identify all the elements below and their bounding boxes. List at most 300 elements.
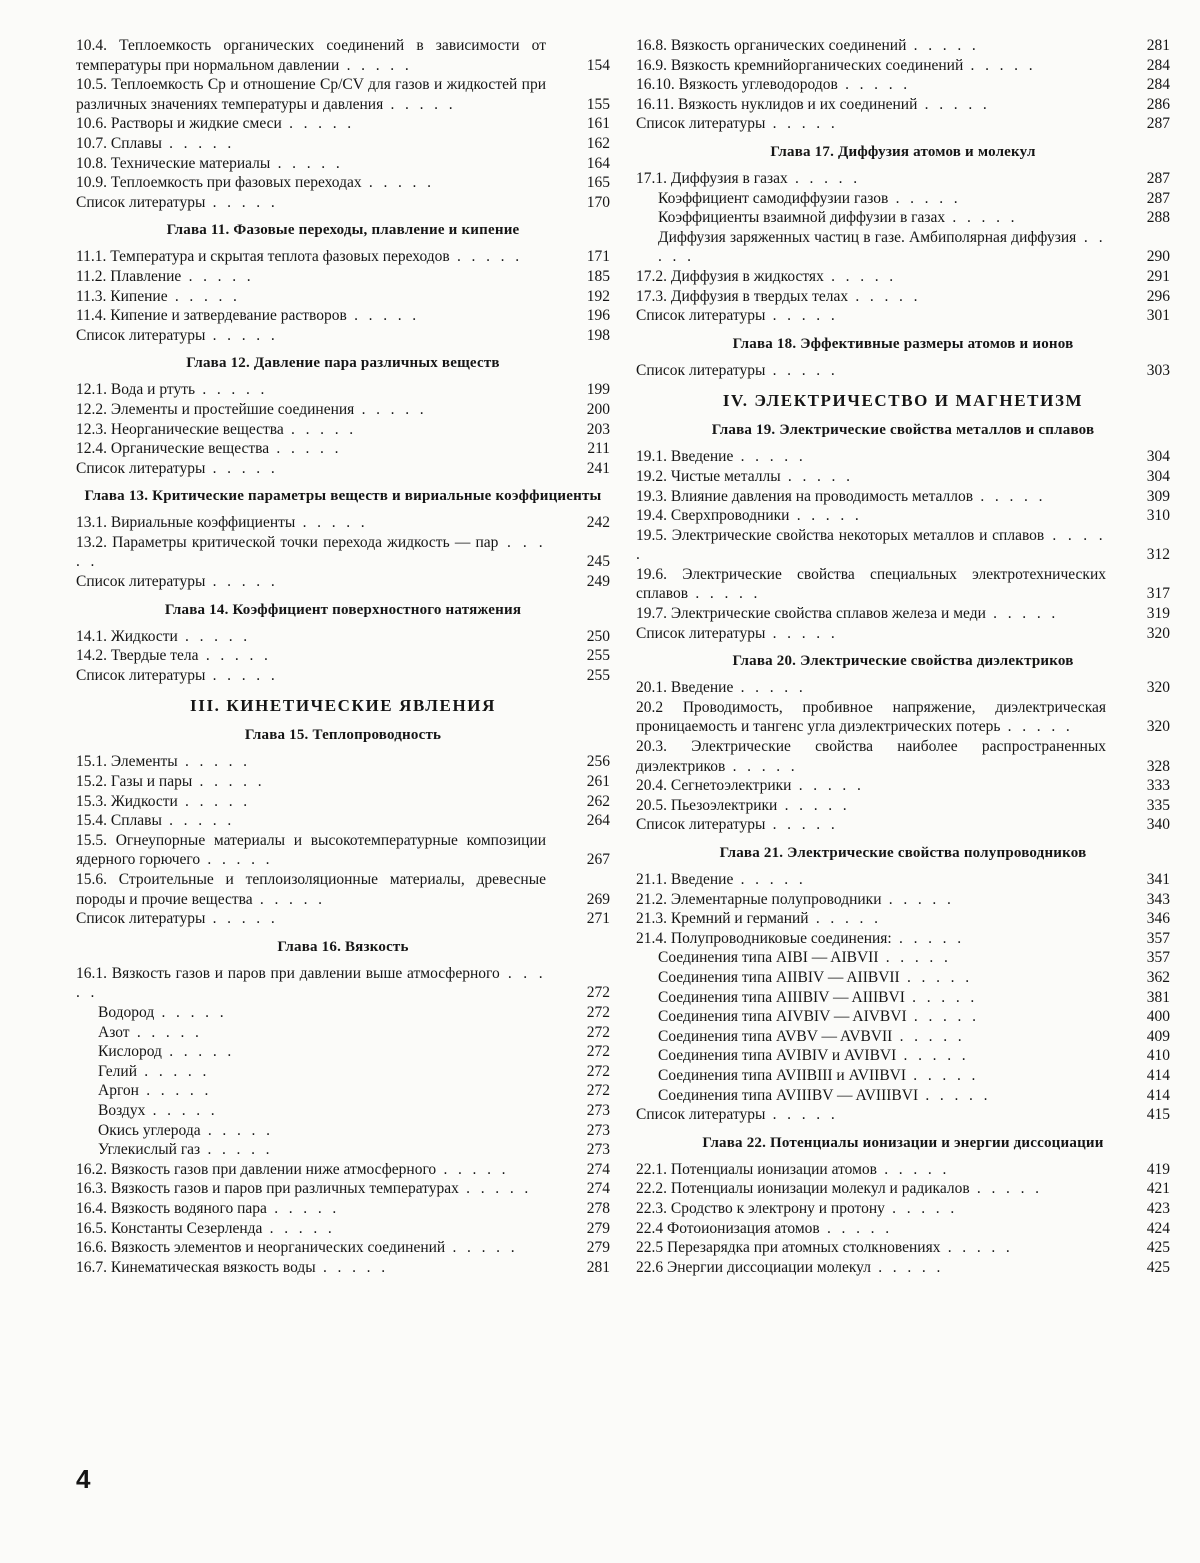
chapter-heading: Глава 19. Электрические свойства металлов и сплавов: [711, 422, 1095, 439]
entry-title: 19.6. Электрические свойства специальных электротехнических сплавов . . . . .: [636, 565, 1106, 603]
dot-leader: . . . . .: [458, 1180, 532, 1198]
page-ref: 290: [1146, 248, 1170, 266]
page-ref: 273: [586, 1121, 610, 1139]
entry-title: 19.7. Электрические свойства сплавов железа и меди . . . . .: [636, 605, 1059, 623]
dot-leader: . . . . .: [848, 287, 921, 305]
page-ref: 279: [586, 1219, 610, 1237]
page-ref: 164: [586, 154, 610, 172]
dot-leader: . . . . .: [837, 76, 911, 94]
page-ref: 410: [1146, 1047, 1170, 1065]
dot-leader: . . . . .: [167, 287, 241, 305]
entry-title: 15.6. Строительные и теплоизоляционные материалы, древесные породы и прочие вещества . . . . .: [76, 871, 546, 908]
entry-title: 10.4. Теплоемкость органических соединений в зависимости от температуры при нормальном давлении . . . . .: [76, 37, 546, 74]
toc-entry: [636, 565, 1170, 604]
entry-title: 15.5. Огнеупорные материалы и высокотемпературные композиции ядерного горючего . . . . .: [76, 831, 546, 869]
page-ref: 346: [1146, 910, 1170, 928]
toc-entry: [636, 75, 1170, 95]
page-ref: 165: [586, 174, 610, 192]
dot-leader: . . . . .: [888, 189, 962, 207]
page-ref: 261: [586, 773, 610, 791]
dot-leader: . . . . .: [283, 420, 357, 438]
toc-entry: [76, 870, 610, 909]
toc-subentry: [76, 1003, 610, 1023]
dot-leader: . . . . .: [777, 796, 851, 814]
entry-title: 16.11. Вязкость нуклидов и их соединений . . . . .: [636, 95, 991, 113]
dot-leader: . . . . .: [76, 533, 546, 571]
entry-title: 17.1. Диффузия в газах . . . . .: [636, 169, 861, 187]
entry-title: 19.5. Электрические свойства некоторых металлов и сплавов . . . . .: [636, 526, 1106, 564]
dot-leader: . . . . .: [195, 381, 268, 399]
page-ref: 304: [1146, 467, 1170, 485]
page-ref: 154: [586, 56, 610, 74]
chapter-heading: Глава 12. Давление пара различных веществ: [186, 355, 500, 372]
entry-title: Список литературы . . . . .: [76, 666, 279, 684]
entry-title: 16.1. Вязкость газов и паров при давлении выше атмосферного . . . . .: [76, 964, 546, 1002]
toc-entry: [76, 306, 610, 326]
entry-title: Углекислый газ . . . . .: [98, 1141, 273, 1159]
page-ref: 288: [1146, 209, 1170, 227]
page-ref: 255: [586, 647, 610, 665]
toc-subentry: [636, 1046, 1170, 1066]
entry-title: 21.2. Элементарные полупроводники . . . . .: [636, 890, 955, 908]
toc-entry: [636, 815, 1170, 835]
entry-title: Окись углерода . . . . .: [98, 1121, 274, 1139]
entry-title: 16.6. Вязкость элементов и неорганических соединений . . . . .: [76, 1239, 518, 1257]
dot-leader: . . . . .: [295, 514, 369, 532]
dot-leader: . . . . .: [161, 812, 235, 830]
page-ref: 241: [586, 459, 610, 477]
toc-subentry: [76, 1023, 610, 1043]
dot-leader: . . . . .: [281, 115, 355, 133]
toc-entry: [636, 1105, 1170, 1125]
page-ref: 272: [586, 984, 610, 1002]
entry-title: 22.5 Перезарядка при атомных столкновениях . . . . .: [636, 1239, 1014, 1257]
page-ref: 267: [586, 851, 610, 869]
toc-entry: [76, 380, 610, 400]
entry-title: 11.1. Температура и скрытая теплота фазовых переходов . . . . .: [76, 248, 523, 266]
dot-leader: . . . . .: [76, 964, 546, 1002]
dot-leader: . . . . .: [808, 910, 882, 928]
dot-leader: . . . . .: [733, 448, 807, 466]
entry-title: Соединения типа AVBV — AVBVII . . . . .: [658, 1027, 966, 1045]
entry-title: 14.1. Жидкости . . . . .: [76, 627, 251, 645]
page-ref: 286: [1146, 95, 1170, 113]
chapter-heading: Глава 14. Коэффициент поверхностного натяжения: [164, 601, 522, 618]
dot-leader: . . . . .: [449, 248, 523, 266]
page-ref: 304: [1146, 448, 1170, 466]
dot-leader: . . . . .: [177, 627, 251, 645]
toc-subentry: [76, 1081, 610, 1101]
entry-title: Соединения типа AIBI — AIBVII . . . . .: [658, 949, 952, 967]
entry-title: Соединения типа AVIIIBV — AVIIIBVI . . . . .: [658, 1086, 991, 1104]
page-ref: 271: [586, 910, 610, 928]
entry-title: Азот . . . . .: [98, 1023, 203, 1041]
toc-entry: [76, 1199, 610, 1219]
toc-entry: [76, 646, 610, 666]
entry-title: 13.2. Параметры критической точки перехода жидкость — пар . . . . .: [76, 533, 546, 571]
page-ref: 262: [586, 792, 610, 810]
toc-entry: [636, 361, 1170, 381]
entry-title: 10.8. Технические материалы . . . . .: [76, 154, 344, 172]
toc-entry: [636, 1179, 1170, 1199]
toc-entry: [76, 36, 610, 75]
chapter-heading: Глава 16. Вязкость: [277, 938, 409, 955]
entry-title: 22.3. Сродство к электрону и протону . . . . .: [636, 1199, 958, 1217]
entry-title: 22.1. Потенциалы ионизации атомов . . . . .: [636, 1160, 950, 1178]
page-ref: 343: [1146, 890, 1170, 908]
toc-entry: [76, 772, 610, 792]
dot-leader: . . . . .: [200, 1141, 273, 1159]
toc-entry: [76, 75, 610, 114]
entry-title: 16.3. Вязкость газов и паров при различных температурах . . . . .: [76, 1180, 532, 1198]
page-ref: 255: [586, 666, 610, 684]
page-ref: 312: [1146, 546, 1170, 564]
page-ref: 310: [1146, 507, 1170, 525]
toc-entry: [76, 513, 610, 533]
toc-subentry: [636, 208, 1170, 228]
dot-leader: . . . . .: [205, 910, 279, 928]
page-ref: 274: [586, 1180, 610, 1198]
toc-subentry: [76, 1140, 610, 1160]
entry-title: Соединения типа AVIBIV и AVIBVI . . . . .: [658, 1047, 970, 1065]
toc-subentry: [76, 1042, 610, 1062]
entry-title: Воздух . . . . .: [98, 1101, 219, 1119]
entry-title: 15.3. Жидкости . . . . .: [76, 792, 251, 810]
toc-entry: [76, 1179, 610, 1199]
entry-title: 16.10. Вязкость углеводородов . . . . .: [636, 76, 911, 94]
page-ref: 341: [1146, 871, 1170, 888]
toc-entry: [76, 627, 610, 647]
toc-entry: [636, 36, 1170, 56]
toc-entry: [76, 420, 610, 440]
dot-leader: . . . . .: [161, 134, 235, 152]
entry-title: 12.2. Элементы и простейшие соединения . . . . .: [76, 400, 428, 418]
entry-title: Список литературы . . . . .: [636, 624, 839, 642]
dot-leader: . . . . .: [765, 816, 839, 834]
toc-entry: [636, 1160, 1170, 1180]
page-ref: 185: [586, 267, 610, 285]
entry-title: Список литературы . . . . .: [636, 115, 839, 133]
dot-leader: . . . . .: [315, 1258, 389, 1276]
page-ref: 301: [1146, 307, 1170, 325]
dot-leader: . . . . .: [177, 753, 251, 771]
dot-leader: . . . . .: [205, 573, 279, 591]
entry-title: 11.4. Кипение и затвердевание растворов . . . . .: [76, 307, 420, 325]
entry-title: 14.2. Твердые тела . . . . .: [76, 647, 272, 665]
toc-entry: [76, 247, 610, 267]
toc-entry: [636, 95, 1170, 115]
toc-entry: [76, 267, 610, 287]
toc-entry: [76, 1258, 610, 1278]
dot-leader: . . . . .: [200, 1121, 274, 1139]
chapter-heading: Глава 18. Эффективные размеры атомов и ионов: [732, 335, 1074, 352]
toc-subentry: [76, 1101, 610, 1121]
toc-entry: [636, 1219, 1170, 1239]
entry-title: Аргон . . . . .: [98, 1082, 212, 1100]
dot-leader: . . . . .: [969, 1180, 1043, 1198]
entry-title: 19.4. Сверхпроводники . . . . .: [636, 507, 863, 525]
dot-leader: . . . . .: [361, 174, 435, 192]
dot-leader: . . . . .: [339, 56, 413, 74]
toc-entry: [76, 193, 610, 213]
part-heading: IV. ЭЛЕКТРИЧЕСТВО И МАГНЕТИЗМ: [722, 391, 1084, 411]
toc-entry: [76, 666, 610, 686]
page-ref: 287: [1146, 189, 1170, 207]
entry-title: Список литературы . . . . .: [636, 1106, 839, 1124]
dot-leader: . . . . .: [270, 154, 344, 172]
entry-title: 17.3. Диффузия в твердых телах . . . . .: [636, 287, 921, 305]
entry-title: 20.1. Введение . . . . .: [636, 679, 807, 697]
entry-title: 22.2. Потенциалы ионизации молекул и радикалов . . . . .: [636, 1180, 1043, 1198]
entry-title: Список литературы . . . . .: [636, 361, 839, 379]
dot-leader: . . . . .: [205, 666, 279, 684]
toc-entry: [636, 306, 1170, 326]
dot-leader: . . . . .: [346, 307, 420, 325]
toc-subentry: [636, 228, 1170, 267]
page-ref: 198: [586, 326, 610, 344]
entry-title: 16.9. Вязкость кремнийорганических соединений . . . . .: [636, 56, 1036, 74]
dot-leader: . . . . .: [791, 777, 865, 795]
dot-leader: . . . . .: [145, 1101, 219, 1119]
entry-title: 16.8. Вязкость органических соединений . . . . .: [636, 37, 980, 54]
page-ref: 287: [1146, 115, 1170, 133]
dot-leader: . . . . .: [658, 228, 1106, 266]
dot-leader: . . . . .: [892, 1027, 966, 1045]
entry-title: 22.4 Фотоионизация атомов . . . . .: [636, 1219, 893, 1237]
page-ref: 362: [1146, 968, 1170, 986]
page-ref: 273: [586, 1101, 610, 1119]
toc-subentry: [636, 1027, 1170, 1047]
page-ref: 357: [1146, 949, 1170, 967]
dot-leader: . . . . .: [765, 115, 839, 133]
page-ref: 281: [1146, 37, 1170, 54]
toc-subentry: [636, 1007, 1170, 1027]
toc-entry: [636, 796, 1170, 816]
dot-leader: . . . . .: [985, 605, 1059, 623]
page-ref: 171: [586, 248, 610, 266]
dot-leader: . . . . .: [870, 1258, 944, 1276]
entry-title: Кислород . . . . .: [98, 1043, 235, 1061]
entry-title: Список литературы . . . . .: [636, 307, 839, 325]
dot-leader: . . . . .: [154, 1003, 227, 1021]
page-ref: 303: [1146, 361, 1170, 379]
entry-title: Список литературы . . . . .: [76, 910, 279, 928]
page-ref: 414: [1146, 1086, 1170, 1104]
entry-title: 11.2. Плавление . . . . .: [76, 267, 255, 285]
chapter-heading: Глава 11. Фазовые переходы, плавление и кипение: [166, 222, 520, 239]
toc-entry: [76, 287, 610, 307]
page-ref: 287: [1146, 169, 1170, 187]
dot-leader: . . . . .: [878, 949, 952, 967]
dot-leader: . . . . .: [891, 929, 965, 947]
toc-entry: [76, 1160, 610, 1180]
toc-entry: [76, 459, 610, 479]
toc-entry: [636, 56, 1170, 76]
toc-entry: [636, 737, 1170, 776]
toc-entry: [76, 533, 610, 572]
chapter-heading: Глава 17. Диффузия атомов и молекул: [770, 143, 1036, 160]
entry-title: Коэффициент самодиффузии газов . . . . .: [658, 189, 962, 207]
toc-entry: [76, 326, 610, 346]
page-number: 4: [76, 1464, 91, 1494]
toc-entry: [76, 114, 610, 134]
dot-leader: . . . . .: [906, 37, 980, 54]
page-ref: 200: [586, 400, 610, 418]
entry-title: 21.1. Введение . . . . .: [636, 871, 807, 888]
page-ref: 409: [1146, 1027, 1170, 1045]
page-ref: 309: [1146, 487, 1170, 505]
dot-leader: . . . . .: [205, 459, 279, 477]
page-ref: 269: [586, 890, 610, 908]
dot-leader: . . . . .: [269, 440, 342, 458]
dot-leader: . . . . .: [138, 1082, 212, 1100]
page-ref: 425: [1146, 1239, 1170, 1257]
dot-leader: . . . . .: [354, 400, 428, 418]
page-ref: 162: [586, 134, 610, 152]
dot-leader: . . . . .: [266, 1199, 340, 1217]
dot-leader: . . . . .: [906, 1066, 979, 1084]
page-ref: 199: [586, 381, 610, 399]
page-ref: 279: [586, 1239, 610, 1257]
dot-leader: . . . . .: [973, 487, 1046, 505]
entry-title: 12.3. Неорганические вещества . . . . .: [76, 420, 357, 438]
dot-leader: . . . . .: [899, 968, 973, 986]
page-ref: 381: [1146, 988, 1170, 1006]
page-ref: 320: [1146, 679, 1170, 697]
page-ref: 284: [1146, 76, 1170, 94]
toc-entry: [636, 526, 1170, 565]
toc-right-column: [636, 36, 1170, 1277]
toc-entry: [76, 964, 610, 1003]
dot-leader: . . . . .: [906, 1008, 980, 1026]
page-ref: 272: [586, 1023, 610, 1041]
entry-title: 20.5. Пьезоэлектрики . . . . .: [636, 796, 851, 814]
entry-title: 10.7. Сплавы . . . . .: [76, 134, 235, 152]
page-ref: 272: [586, 1062, 610, 1080]
chapter-heading: Глава 13. Критические параметры веществ и вириальные коэффициенты: [84, 488, 602, 505]
toc-entry: [76, 572, 610, 592]
toc-entry: [76, 811, 610, 831]
entry-title: 10.9. Теплоемкость при фазовых переходах . . . . .: [76, 174, 435, 192]
toc-entry: [636, 698, 1170, 737]
page-ref: 284: [1146, 56, 1170, 74]
page-ref: 423: [1146, 1199, 1170, 1217]
entry-title: 19.1. Введение . . . . .: [636, 448, 807, 466]
entry-title: 10.6. Растворы и жидкие смеси . . . . .: [76, 115, 355, 133]
chapter-heading: Глава 22. Потенциалы ионизации и энергии диссоциации: [702, 1134, 1104, 1151]
entry-title: 21.3. Кремний и германий . . . . .: [636, 910, 882, 928]
entry-title: Водород . . . . .: [98, 1003, 227, 1021]
entry-title: Соединения типа AIIBIV — AIIBVII . . . . .: [658, 968, 973, 986]
entry-title: 15.2. Газы и пары . . . . .: [76, 773, 265, 791]
dot-leader: . . . . .: [252, 890, 326, 908]
dot-leader: . . . . .: [884, 1199, 958, 1217]
page-ref: 272: [586, 1043, 610, 1061]
entry-title: 16.2. Вязкость газов при давлении ниже атмосферного . . . . .: [76, 1160, 509, 1178]
toc-entry: [636, 267, 1170, 287]
entry-title: 21.4. Полупроводниковые соединения: . . . . .: [636, 929, 965, 947]
toc-subentry: [76, 1121, 610, 1141]
entry-title: Гелий . . . . .: [98, 1062, 210, 1080]
page-ref: 211: [587, 440, 610, 458]
entry-title: Список литературы . . . . .: [76, 573, 279, 591]
toc-entry: [636, 287, 1170, 307]
entry-title: Коэффициенты взаимной диффузии в газах . . . . .: [658, 209, 1018, 227]
entry-title: 13.1. Вириальные коэффициенты . . . . .: [76, 514, 369, 532]
page-ref: 317: [1146, 585, 1170, 603]
page-ref: 196: [586, 307, 610, 325]
dot-leader: . . . . .: [137, 1062, 210, 1080]
toc-entry: [636, 487, 1170, 507]
entry-title: 16.5. Константы Сезерленда . . . . .: [76, 1219, 336, 1237]
entry-title: Список литературы . . . . .: [76, 326, 279, 344]
page-ref: 155: [586, 95, 610, 113]
page-ref: 320: [1146, 718, 1170, 736]
dot-leader: . . . . .: [205, 193, 279, 211]
page-ref: 320: [1146, 624, 1170, 642]
toc-subentry: [636, 948, 1170, 968]
page-ref: 192: [586, 287, 610, 305]
toc-entry: [636, 624, 1170, 644]
entry-title: 19.3. Влияние давления на проводимость металлов . . . . .: [636, 487, 1046, 505]
page-ref: 340: [1146, 816, 1170, 834]
page-ref: 203: [586, 420, 610, 438]
page-ref: 415: [1146, 1106, 1170, 1124]
dot-leader: . . . . .: [789, 507, 863, 525]
dot-leader: . . . . .: [688, 585, 761, 603]
page-ref: 296: [1146, 287, 1170, 305]
toc-subentry: [636, 968, 1170, 988]
dot-leader: . . . . .: [917, 95, 991, 113]
page-ref: 414: [1146, 1066, 1170, 1084]
entry-title: Соединения типа AIIIBIV — AIIIBVI . . . . .: [658, 988, 978, 1006]
toc-entry: [636, 506, 1170, 526]
page-ref: 357: [1146, 929, 1170, 947]
page-ref: 273: [586, 1141, 610, 1159]
dot-leader: . . . . .: [192, 773, 265, 791]
entry-title: 20.2 Проводимость, пробивное напряжение, диэлектрическая проницаемость и тангенс угла диэлектрических потерь . . . . .: [636, 698, 1106, 736]
page-ref: 421: [1146, 1180, 1170, 1198]
dot-leader: . . . . .: [918, 1086, 991, 1104]
page-ref: 335: [1146, 796, 1170, 814]
page-ref: 264: [586, 812, 610, 830]
page-ref: 170: [586, 193, 610, 211]
entry-title: 20.4. Сегнетоэлектрики . . . . .: [636, 777, 865, 795]
entry-title: Соединения типа AIVBIV — AIVBVI . . . . .: [658, 1008, 980, 1026]
dot-leader: . . . . .: [733, 679, 807, 697]
dot-leader: . . . . .: [876, 1160, 950, 1178]
toc-entry: [76, 439, 610, 459]
page-ref: 319: [1146, 605, 1170, 623]
page-ref: 424: [1146, 1219, 1170, 1237]
dot-leader: . . . . .: [636, 526, 1106, 564]
toc-entry: [76, 909, 610, 929]
page-ref: 278: [586, 1199, 610, 1217]
dot-leader: . . . . .: [819, 1219, 893, 1237]
toc-entry: [636, 1238, 1170, 1258]
dot-leader: . . . . .: [896, 1047, 970, 1065]
dot-leader: . . . . .: [963, 56, 1036, 74]
toc-entry: [76, 400, 610, 420]
toc-entry: [636, 114, 1170, 134]
toc-subentry: [76, 1062, 610, 1082]
page-ref: 272: [586, 1082, 610, 1100]
toc-entry: [636, 909, 1170, 929]
entry-title: 12.4. Органические вещества . . . . .: [76, 440, 342, 458]
dot-leader: . . . . .: [765, 1106, 839, 1124]
dot-leader: . . . . .: [198, 647, 272, 665]
toc-subentry: [636, 988, 1170, 1008]
